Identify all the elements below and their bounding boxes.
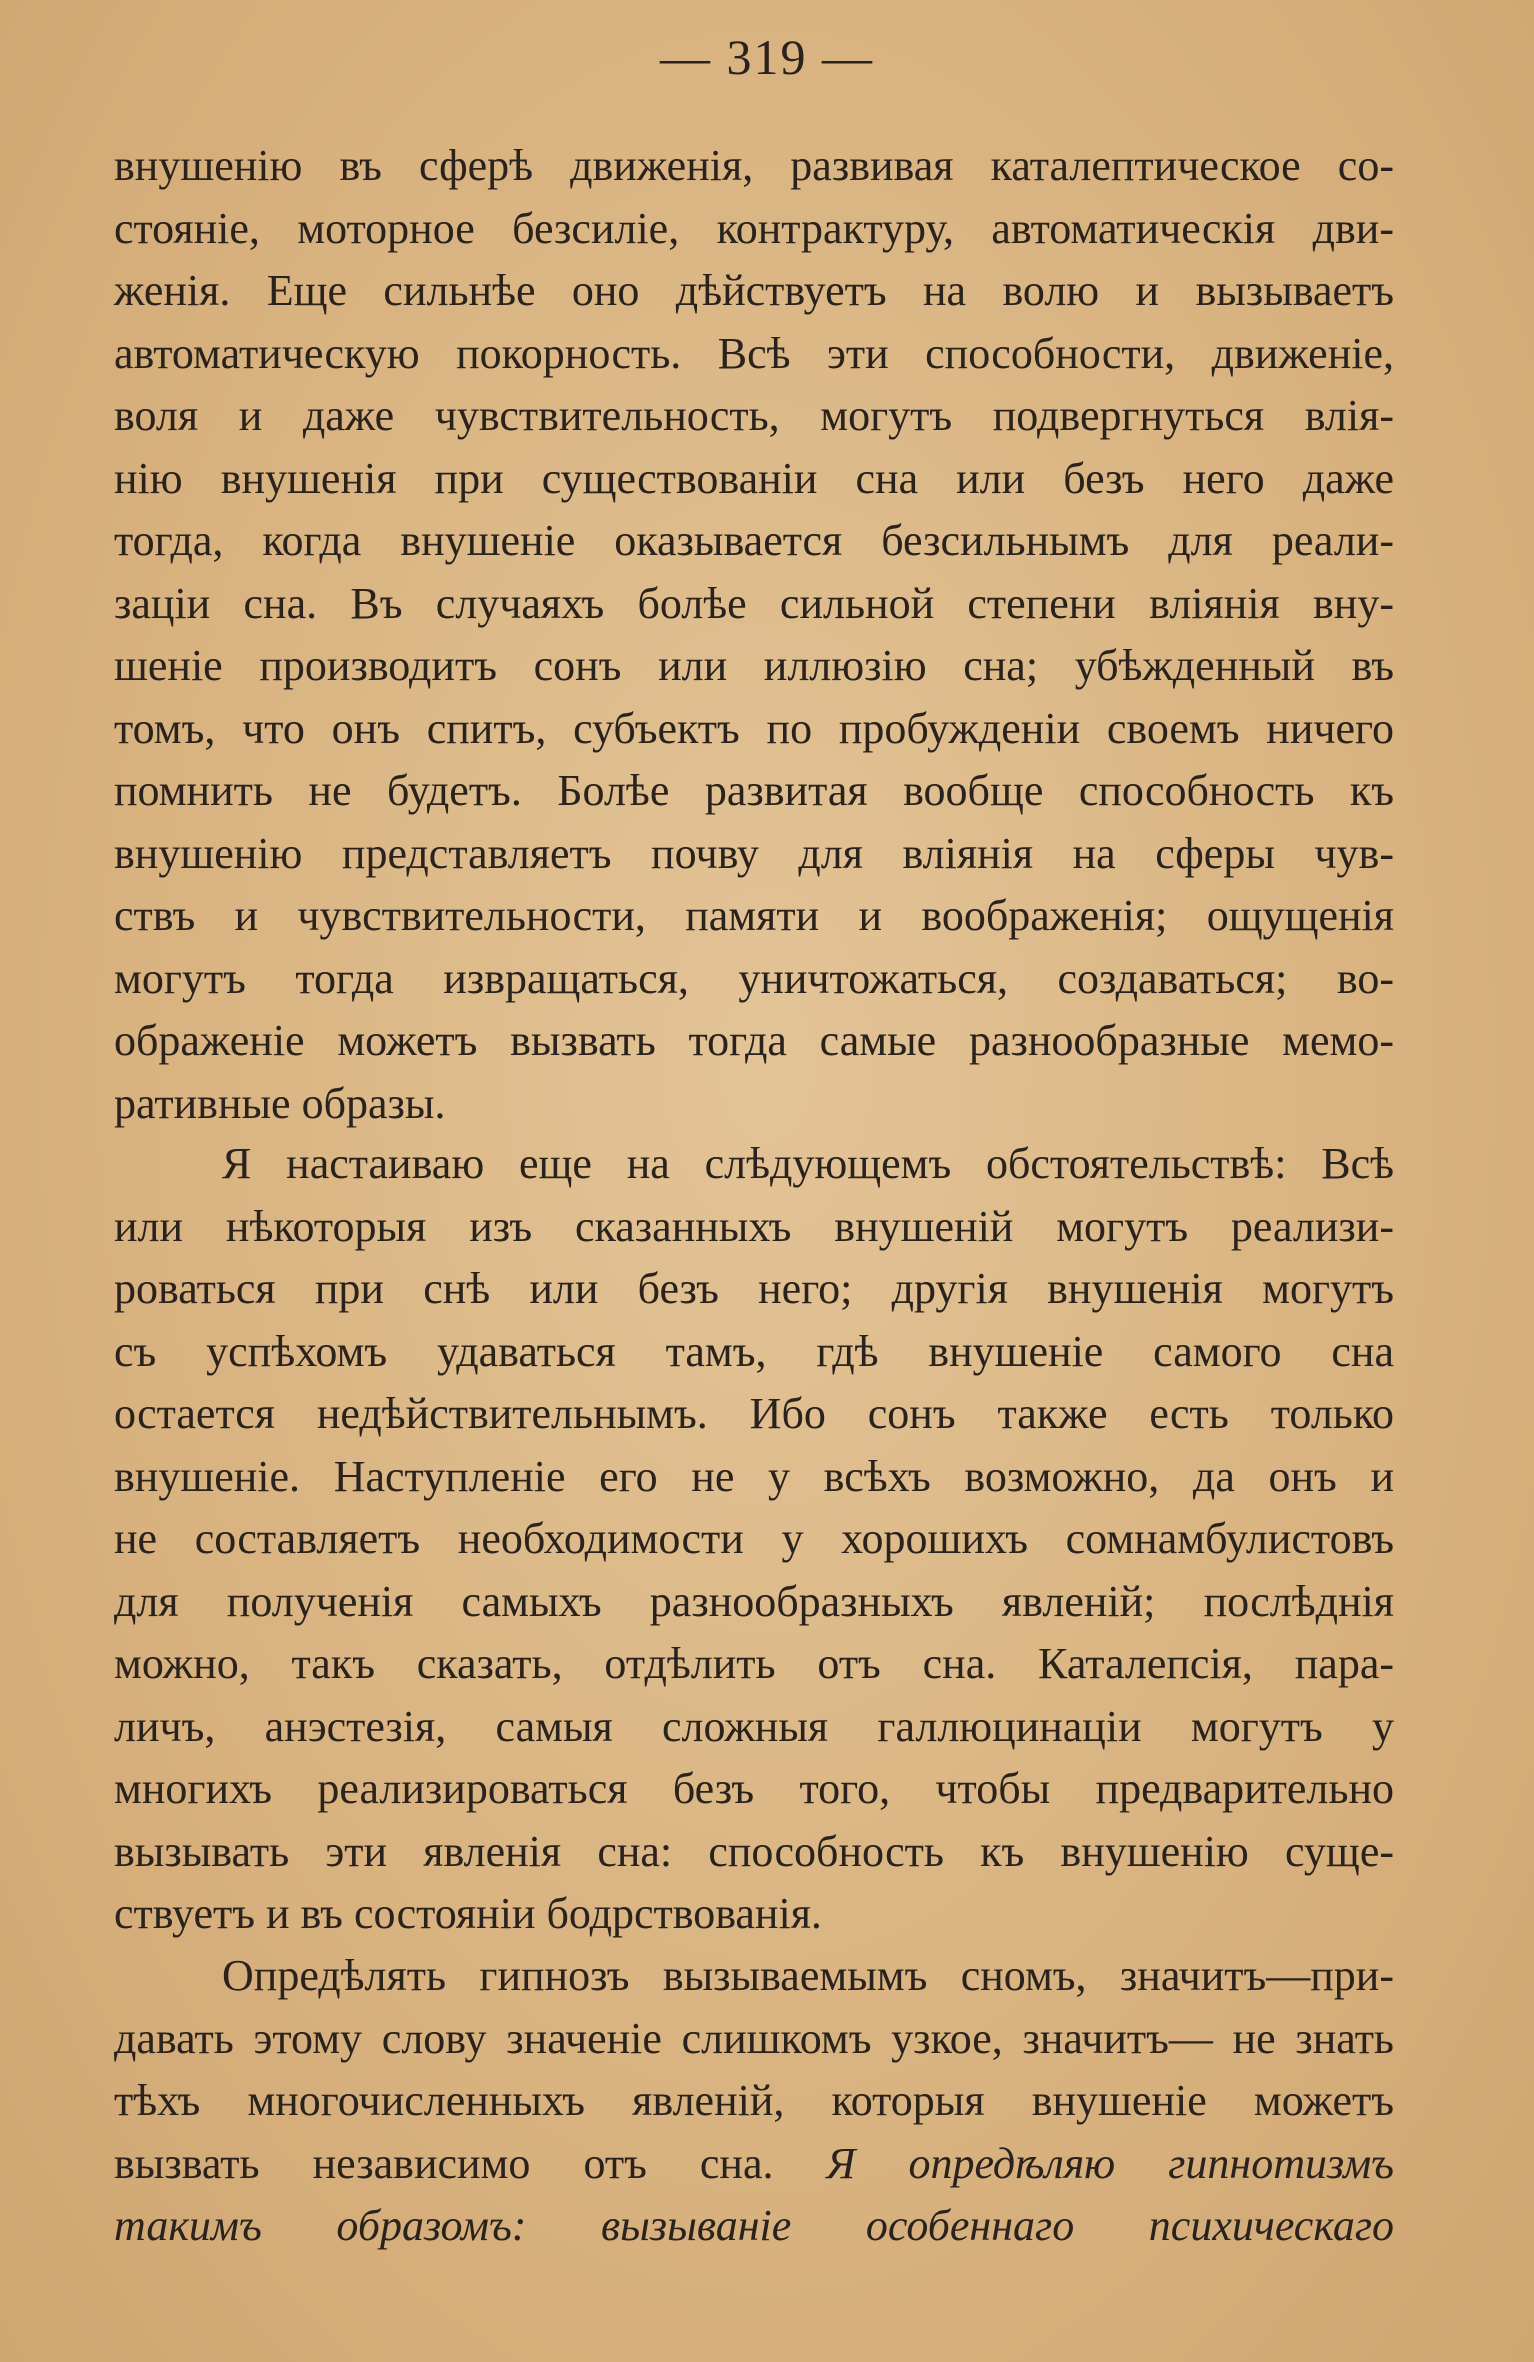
text-line: роваться при снѣ или безъ него; другія внушенія могутъ	[114, 1264, 1394, 1313]
text-line: ствуетъ и въ состояніи бодрствованія.	[114, 1889, 822, 1938]
text-line: автоматическую покорность. Всѣ эти способности, движеніе,	[114, 328, 1394, 378]
text-line: женія. Еще сильнѣе оно дѣйствуетъ на волю и вызываетъ	[114, 266, 1394, 315]
text-line: ствъ и чувствительности, памяти и воображенія; ощущенія	[114, 891, 1394, 940]
text-line: воля и даже чувствительность, могутъ подвергнуться влія-	[114, 391, 1394, 440]
text-line: внушенію въ сферѣ движенія, развивая каталептическое со-	[114, 141, 1394, 190]
text-line: могутъ тогда извращаться, уничтожаться, создаваться; во-	[114, 953, 1394, 1003]
text-line: многихъ реализироваться безъ того, чтобы предварительно	[114, 1764, 1394, 1813]
text-line: Опредѣлять гипнозъ вызываемымъ сномъ, значитъ—при-	[222, 1951, 1394, 2000]
text-line: не составляетъ необходимости у хорошихъ сомнамбулистовъ	[114, 1514, 1394, 1563]
text-line: тѣхъ многочисленныхъ явленій, которыя внушеніе можетъ	[114, 2076, 1394, 2125]
text-line: или нѣкоторыя изъ сказанныхъ внушеній могутъ реализи-	[114, 1201, 1394, 1251]
text-line: можно, такъ сказать, отдѣлить отъ сна. Каталепсія, пара-	[114, 1639, 1394, 1688]
text-line: внушенію представляетъ почву для вліянія на сферы чув-	[114, 828, 1394, 878]
text-line: Я настаиваю еще на слѣдующемъ обстоятельствѣ: Всѣ	[222, 1139, 1394, 1188]
page-number: — 319 —	[660, 29, 874, 85]
text-line: внушеніе. Наступленіе его не у всѣхъ возможно, да онъ и	[114, 1451, 1394, 1501]
text-line: заціи сна. Въ случаяхъ болѣе сильной степени вліянія вну-	[114, 578, 1394, 628]
paragraph-2	[114, 1133, 1394, 1946]
text-line: вызывать эти явленія сна: способность къ внушенію суще-	[114, 1826, 1394, 1876]
text-run: вызвать независимо отъ сна.	[114, 2138, 827, 2188]
text-line: съ успѣхомъ удаваться тамъ, гдѣ внушеніе самого сна	[114, 1326, 1394, 1376]
text-line: тогда, когда внушеніе оказывается безсильнымъ для реали-	[114, 516, 1394, 565]
text-line: для полученія самыхъ разнообразныхъ явленій; послѣднія	[114, 1576, 1394, 1626]
text-line: стояніе, моторное безсиліе, контрактуру, автоматическія дви-	[114, 203, 1394, 253]
text-line: остается недѣйствительнымъ. Ибо сонъ также есть только	[114, 1389, 1394, 1438]
text-line: личъ, анэстезія, самыя сложныя галлюцинаціи могутъ у	[114, 1701, 1394, 1751]
mixed-text-line	[114, 2133, 1394, 2196]
text-line: ративные образы.	[114, 1078, 446, 1128]
text-line: шеніе производитъ сонъ или иллюзію сна; убѣжденный въ	[114, 641, 1394, 690]
text-line: нію внушенія при существованіи сна или безъ него даже	[114, 453, 1394, 503]
paragraph-1	[114, 135, 1394, 1135]
italic-text-run: Я опредѣляю гипнотизмъ	[826, 2138, 1394, 2188]
text-line: давать этому слову значеніе слишкомъ узкое, значитъ— не знать	[114, 2013, 1394, 2063]
text-line: томъ, что онъ спитъ, субъектъ по пробужденіи своемъ ничего	[114, 703, 1394, 753]
text-line: ображеніе можетъ вызвать тогда самые разнообразные мемо-	[114, 1016, 1394, 1065]
text-line: помнить не будетъ. Болѣе развитая вообще способность къ	[114, 766, 1394, 815]
italic-text-line: такимъ образомъ: вызываніе особеннаго психическаго	[114, 2201, 1394, 2250]
paragraph-3	[114, 1945, 1394, 2258]
